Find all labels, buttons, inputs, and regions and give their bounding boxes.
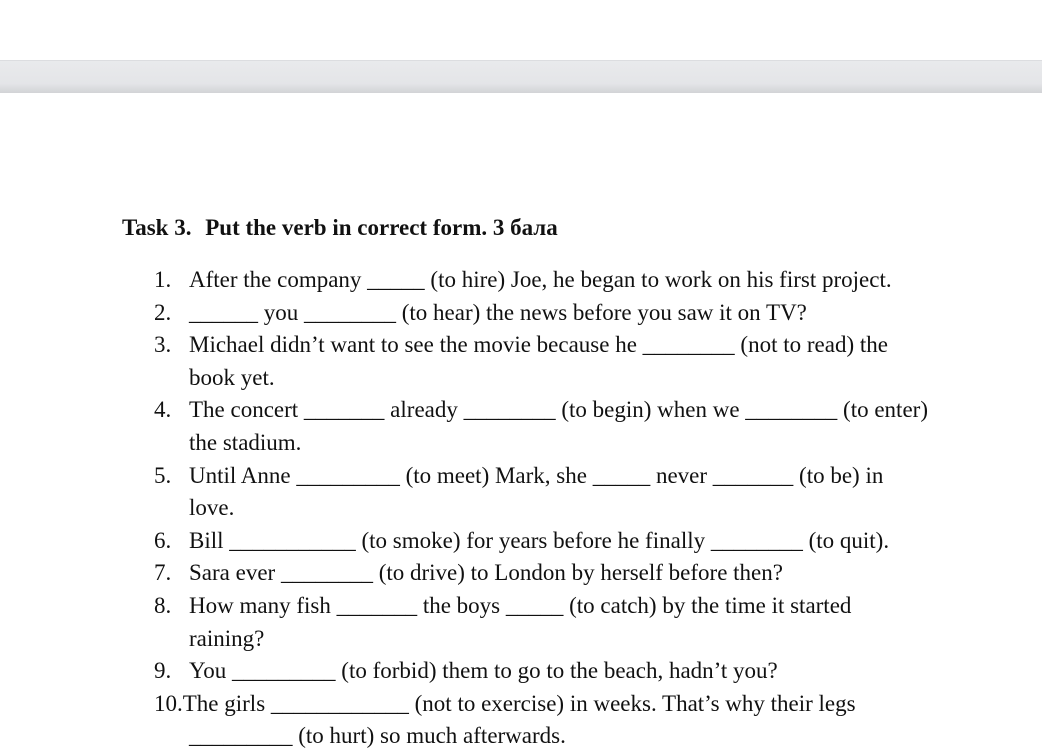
item-number: 8. [154,592,172,618]
item-text: Bill ___________ (to smoke) for years before he finally ________ (to quit). [189,527,890,553]
item-number: 7. [154,560,172,586]
item-number: 5. [154,462,172,488]
item-number: 6. [154,527,172,553]
exercise-list [154,264,1034,753]
item-text: Michael didn’t want to see the movie because he ________ (not to read) the [189,332,888,358]
exercise-item-3 [154,329,1034,394]
item-text-continued: the stadium. [189,429,302,455]
exercise-item-4 [154,394,1034,459]
item-text-continued: _________ (to hurt) so much afterwards. [189,723,566,749]
exercise-item-6 [154,525,1034,558]
item-text: ______ you ________ (to hear) the news before you saw it on TV? [189,299,807,325]
item-text: The concert _______ already ________ (to begin) when we ________ (to enter) [189,397,928,423]
exercise-item-2 [154,297,1034,330]
item-number: 2. [154,299,172,325]
exercise-item-1 [154,264,1034,297]
item-number: 3. [154,332,172,358]
exercise-item-9 [154,655,1034,688]
exercise-item-8 [154,590,1034,655]
item-text: How many fish _______ the boys _____ (to catch) by the time it started [189,592,852,618]
item-text: Until Anne _________ (to meet) Mark, she _____ never _______ (to be) in [189,462,884,488]
task-heading [122,212,558,244]
item-text: After the company _____ (to hire) Joe, he began to work on his first project. [189,267,892,292]
top-toolbar-band [0,60,1042,93]
item-text: Sara ever ________ (to drive) to London by herself before then? [189,560,783,586]
item-text: The girls ____________ (not to exercise) in weeks. That’s why their legs [182,690,856,716]
exercise-item-5 [154,460,1034,525]
task-instruction: Put the verb in correct form. 3 бала [205,215,558,240]
item-text-continued: love. [189,495,235,521]
item-number: 10. [154,690,183,716]
exercise-item-7 [154,557,1034,590]
exercise-item-10 [154,688,1034,753]
item-text-continued: book yet. [189,364,275,390]
item-text: You _________ (to forbid) them to go to the beach, hadn’t you? [189,658,778,684]
item-text-continued: raining? [189,625,265,651]
item-number: 4. [154,397,172,423]
item-number: 9. [154,658,172,684]
item-number: 1. [154,267,172,292]
task-label: Task 3. [122,215,192,240]
